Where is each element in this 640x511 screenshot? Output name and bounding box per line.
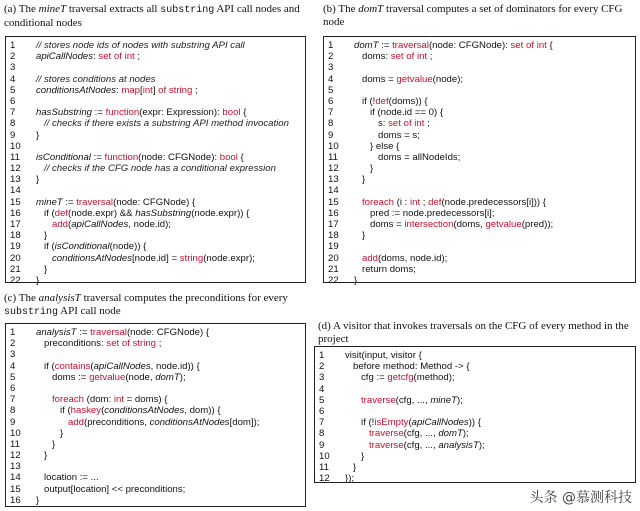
line-number: 5	[328, 84, 334, 96]
code-line	[6, 461, 305, 472]
line-number: 22	[10, 274, 21, 286]
code-line	[6, 394, 305, 405]
code-line	[6, 275, 305, 286]
code-text	[28, 185, 305, 196]
code-text: // checks if there exists a substring API method invocation	[44, 118, 289, 130]
code-text: traverse(cfg, ..., domT);	[369, 428, 469, 440]
code-line	[315, 428, 635, 439]
line-number: 17	[328, 219, 339, 230]
line-number: 2	[328, 51, 334, 63]
code-text: if (!def(doms)) {	[346, 95, 428, 107]
line-number: 2	[10, 338, 16, 350]
line-number: 12	[10, 450, 21, 462]
code-text: foreach (i : int ; def(node.predecessors[i])) {	[362, 196, 546, 208]
watermark: 头条 @慕测科技	[529, 490, 632, 506]
code-line	[6, 51, 305, 62]
line-number: 7	[10, 107, 16, 119]
code-text: doms = s;	[346, 129, 420, 141]
code-panel-d	[314, 346, 636, 483]
code-text: visit(input, visitor {	[337, 350, 422, 361]
code-line	[315, 372, 635, 383]
code-line	[324, 163, 635, 174]
code-line	[6, 361, 305, 372]
code-text	[346, 62, 635, 73]
code-text: if (def(node.expr) && hasSubstring(node.expr)) {	[28, 207, 250, 219]
line-number: 13	[10, 174, 21, 186]
code-line	[6, 40, 305, 51]
line-number: 6	[328, 95, 334, 107]
code-line	[6, 118, 305, 129]
code-line	[324, 96, 635, 107]
code-text: apiCallNodes: set of int ;	[36, 51, 141, 63]
code-line	[6, 230, 305, 241]
code-line	[315, 406, 635, 417]
code-text: }	[337, 461, 357, 473]
line-number: 14	[328, 185, 339, 197]
code-text: if (haskey(conditionsAtNodes, dom)) {	[28, 405, 221, 417]
code-line	[315, 451, 635, 462]
line-number: 12	[328, 163, 339, 175]
code-line	[6, 208, 305, 219]
code-line	[6, 107, 305, 118]
code-text: }	[346, 230, 366, 242]
code-line	[315, 350, 635, 361]
line-number: 1	[328, 40, 334, 51]
line-number: 5	[10, 371, 16, 383]
code-text: // checks if the CFG node has a conditional expression	[44, 163, 276, 175]
code-line	[6, 253, 305, 264]
code-line	[6, 495, 305, 506]
caption-c: (c) The analysisT traversal computes the preconditions for every substring API call node	[4, 292, 288, 318]
code-line	[6, 428, 305, 439]
line-number: 8	[328, 118, 334, 130]
line-number: 10	[10, 140, 21, 152]
line-number: 4	[319, 383, 325, 395]
code-text: });	[337, 473, 355, 485]
code-text: traverse(cfg, ..., analysisT);	[369, 439, 485, 451]
code-line	[324, 219, 635, 230]
line-number: 1	[10, 327, 16, 338]
code-text: analysisT := traversal(node: CFGNode) {	[36, 327, 210, 338]
code-line	[324, 152, 635, 163]
line-number: 3	[10, 62, 16, 74]
code-text	[28, 141, 305, 152]
code-text: }	[28, 274, 40, 286]
line-number: 19	[328, 241, 339, 253]
code-text: output[location] << preconditions;	[28, 483, 186, 495]
line-number: 10	[10, 427, 21, 439]
code-line	[315, 361, 635, 372]
code-line	[6, 484, 305, 495]
code-text	[28, 62, 305, 73]
line-number: 16	[328, 207, 339, 219]
line-number: 17	[10, 219, 21, 230]
line-number: 10	[328, 140, 339, 152]
caption-d: (d) A visitor that invokes traversals on the CFG of every method in the project	[318, 320, 629, 345]
line-number: 14	[10, 185, 21, 197]
code-text: location := ...	[28, 472, 99, 484]
caption-b: (b) The domT traversal computes a set of dominators for every CFG node	[323, 3, 623, 28]
code-line	[6, 197, 305, 208]
code-text	[337, 406, 635, 417]
code-text	[337, 384, 635, 395]
code-text: if (node.id == 0) {	[346, 107, 444, 119]
line-number: 8	[10, 405, 16, 417]
code-line	[6, 185, 305, 196]
line-number: 8	[319, 428, 325, 440]
code-text: doms = getvalue(node);	[346, 73, 464, 85]
code-line	[6, 405, 305, 416]
code-line	[6, 152, 305, 163]
code-line	[324, 197, 635, 208]
code-text: }	[28, 129, 40, 141]
line-number: 22	[328, 274, 339, 286]
code-text: traverse(cfg, ..., mineT);	[361, 394, 463, 406]
code-text: isConditional := function(node: CFGNode): bool {	[36, 151, 244, 163]
line-number: 9	[319, 439, 325, 451]
line-number: 11	[328, 151, 338, 163]
code-line	[324, 85, 635, 96]
code-panel-b	[323, 36, 636, 286]
line-number: 21	[328, 263, 339, 275]
code-text: }	[346, 274, 358, 286]
line-number: 5	[319, 394, 325, 406]
code-text: if (contains(apiCallNodes, node.id)) {	[28, 360, 200, 372]
code-text	[28, 383, 305, 394]
line-number: 1	[319, 350, 325, 361]
code-line	[6, 130, 305, 141]
line-number: 12	[319, 473, 330, 485]
code-line	[315, 417, 635, 428]
line-number: 11	[10, 151, 20, 163]
line-number: 4	[10, 360, 16, 372]
caption-a: (a) The mineT traversal extracts all substring API call nodes and conditional nodes	[4, 3, 300, 29]
code-line	[324, 74, 635, 85]
code-line	[324, 275, 635, 286]
line-number: 20	[10, 252, 21, 264]
code-line	[324, 118, 635, 129]
line-number: 7	[319, 417, 325, 429]
line-number: 2	[10, 51, 16, 63]
code-line	[6, 163, 305, 174]
line-number: 1	[10, 40, 16, 51]
code-line	[6, 264, 305, 275]
code-text	[346, 241, 635, 252]
line-number: 8	[10, 118, 16, 130]
code-line	[6, 472, 305, 483]
code-text: add(apiCallNodes, node.id);	[52, 219, 171, 230]
code-text: domT := traversal(node: CFGNode): set of int {	[354, 40, 553, 51]
code-line	[6, 219, 305, 230]
code-panel-c	[5, 323, 306, 507]
code-text: foreach (dom: int = doms) {	[52, 394, 168, 406]
line-number: 18	[10, 230, 21, 242]
code-line	[324, 241, 635, 252]
line-number: 9	[328, 129, 334, 141]
code-text	[28, 349, 305, 360]
code-text: }	[28, 438, 56, 450]
code-line	[6, 439, 305, 450]
code-text: doms: set of int ;	[346, 51, 433, 63]
code-line	[324, 208, 635, 219]
code-text: }	[28, 450, 48, 462]
code-text: s: set of int ;	[346, 118, 430, 130]
code-text: if (!isEmpty(apiCallNodes)) {	[337, 417, 481, 429]
code-text: mineT := traversal(node: CFGNode) {	[36, 196, 196, 208]
code-line	[6, 241, 305, 252]
line-number: 16	[10, 207, 21, 219]
line-number: 21	[10, 263, 21, 275]
code-text: doms := getvalue(node, domT);	[28, 371, 186, 383]
code-text: }	[28, 427, 64, 439]
code-text: before method: Method -> {	[337, 361, 470, 373]
line-number: 7	[10, 394, 16, 406]
code-line	[324, 253, 635, 264]
code-text: // stores conditions at nodes	[36, 73, 156, 85]
code-line	[315, 395, 635, 406]
code-text: add(preconditions, conditionsAtNodes[dom]);	[67, 416, 260, 428]
code-line	[6, 85, 305, 96]
line-number: 16	[10, 494, 21, 506]
code-text: return doms;	[346, 263, 416, 275]
code-text	[28, 461, 305, 472]
code-line	[6, 372, 305, 383]
code-line	[315, 473, 635, 484]
line-number: 4	[328, 73, 334, 85]
code-line	[324, 107, 635, 118]
code-text: conditionsAtNodes: map[int] of string ;	[36, 84, 198, 96]
code-line	[6, 349, 305, 360]
code-text	[28, 96, 305, 107]
line-number: 10	[319, 450, 330, 462]
code-text	[346, 185, 635, 196]
code-line	[6, 338, 305, 349]
code-line	[324, 264, 635, 275]
code-text: conditionsAtNodes[node.id] = string(node.expr);	[52, 252, 255, 264]
line-number: 19	[10, 241, 21, 253]
code-text: preconditions: set of string ;	[28, 338, 162, 350]
code-line	[6, 141, 305, 152]
line-number: 12	[10, 163, 21, 175]
line-number: 9	[10, 129, 16, 141]
code-line	[6, 327, 305, 338]
code-text: }	[28, 230, 48, 242]
code-text: add(doms, node.id);	[362, 252, 448, 264]
code-line	[6, 450, 305, 461]
line-number: 3	[328, 62, 334, 74]
code-line	[315, 462, 635, 473]
line-number: 6	[10, 95, 16, 107]
line-number: 7	[328, 107, 334, 119]
code-line	[6, 96, 305, 107]
line-number: 18	[328, 230, 339, 242]
code-text: }	[346, 163, 374, 175]
line-number: 14	[10, 472, 21, 484]
line-number: 9	[10, 416, 16, 428]
code-line	[324, 62, 635, 73]
code-text	[346, 85, 635, 96]
code-text: }	[28, 263, 48, 275]
code-text: }	[28, 174, 40, 186]
code-text: pred := node.predecessors[i];	[346, 207, 495, 219]
code-text: }	[337, 450, 365, 462]
code-line	[315, 384, 635, 395]
code-line	[324, 51, 635, 62]
code-text: } else {	[346, 140, 400, 152]
code-panel-a	[5, 36, 306, 286]
line-number: 2	[319, 361, 325, 373]
code-text: }	[28, 494, 40, 506]
code-line	[324, 130, 635, 141]
line-number: 3	[10, 349, 16, 361]
code-line	[315, 440, 635, 451]
line-number: 3	[319, 372, 325, 384]
line-number: 13	[10, 461, 21, 473]
line-number: 13	[328, 174, 339, 186]
line-number: 15	[10, 483, 21, 495]
code-line	[324, 174, 635, 185]
code-text: }	[346, 174, 366, 186]
code-text: doms = allNodeIds;	[346, 151, 461, 163]
code-text: if (isConditional(node)) {	[28, 241, 147, 253]
line-number: 4	[10, 73, 16, 85]
code-line	[6, 417, 305, 428]
line-number: 11	[10, 438, 20, 450]
code-text: doms = intersection(doms, getvalue(pred));	[346, 219, 554, 230]
line-number: 6	[319, 405, 325, 417]
code-line	[6, 174, 305, 185]
code-line	[6, 74, 305, 85]
code-text: cfg := getcfg(method);	[337, 372, 455, 384]
line-number: 15	[10, 196, 21, 208]
line-number: 5	[10, 84, 16, 96]
line-number: 15	[328, 196, 339, 208]
code-text: hasSubstring := function(expr: Expression): bool {	[36, 107, 247, 119]
code-line	[324, 40, 635, 51]
line-number: 20	[328, 252, 339, 264]
line-number: 11	[319, 461, 329, 473]
line-number: 6	[10, 382, 16, 394]
code-line	[324, 141, 635, 152]
code-line	[6, 383, 305, 394]
code-line	[6, 62, 305, 73]
code-line	[324, 185, 635, 196]
code-line	[324, 230, 635, 241]
code-text: // stores node ids of nodes with substring API call	[36, 40, 245, 51]
